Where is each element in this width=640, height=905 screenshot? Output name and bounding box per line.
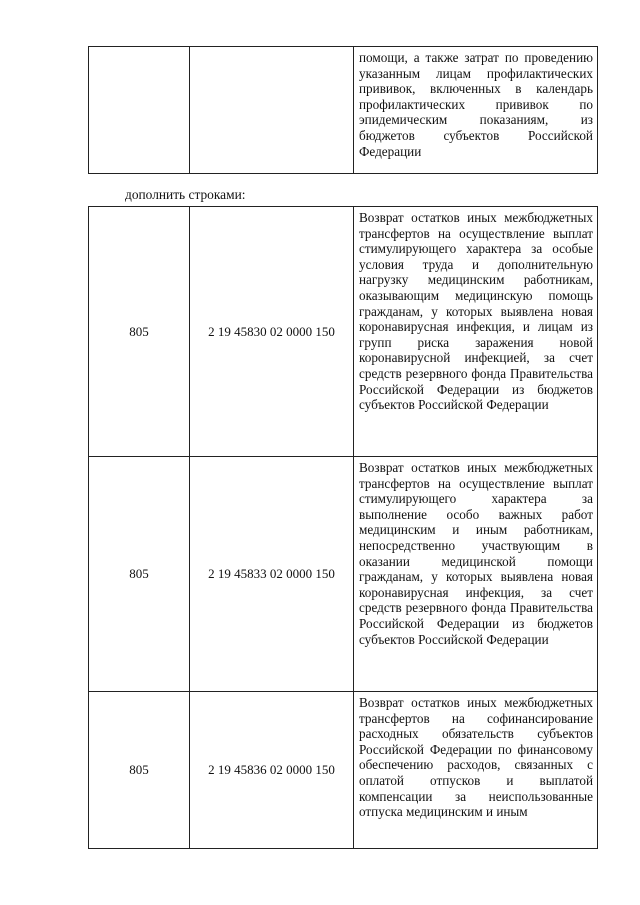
row-number-cell: 805 — [89, 207, 190, 457]
table-row — [89, 457, 598, 692]
row-number-cell — [89, 47, 190, 174]
description-text: помощи, а также затрат по проведению указанным лицам профилактических прививок, включенных в календарь профилактических прививок по эпидемическим показаниям, из бюджетов субъектов Российской Федерации — [359, 50, 593, 159]
row-number-cell: 805 — [89, 457, 190, 692]
table-row — [89, 207, 598, 457]
budget-code-cell — [190, 47, 354, 174]
added-rows-table — [88, 206, 598, 849]
description-cell — [354, 207, 598, 457]
budget-code-cell: 2 19 45836 02 0000 150 — [190, 692, 354, 849]
row-number-cell: 805 — [89, 692, 190, 849]
description-cell — [354, 692, 598, 849]
description-text: Возврат остатков иных межбюджетных трансфертов на осуществление выплат стимулирующего характера за особые условия труда и дополнительную нагрузку медицинским работникам, оказывающим медицинскую помощь гражданам, у которых выявлена новая коронавирусная инфекция, и лицам из групп риска заражения новой коронавирусной инфекцией, за счет средств резервного фонда Правительства Российской Федерации из бюджетов субъектов Российской Федерации — [359, 210, 593, 413]
description-text: Возврат остатков иных межбюджетных трансфертов на осуществление выплат стимулирующего характера за выполнение особо важных работ медицинским и иным работникам, непосредственно участвующим в оказании медицинской помощи гражданам, у которых выявлена новая коронавирусная инфекция, за счет средств резервного фонда Правительства Российской Федерации из бюджетов субъектов Российской Федерации — [359, 460, 593, 647]
budget-code-cell: 2 19 45830 02 0000 150 — [190, 207, 354, 457]
budget-code-cell: 2 19 45833 02 0000 150 — [190, 457, 354, 692]
description-cell — [354, 457, 598, 692]
description-cell — [354, 47, 598, 174]
continuation-table — [88, 46, 598, 174]
description-text: Возврат остатков иных межбюджетных трансфертов на софинансирование расходных обязательств субъектов Российской Федерации по финансовому обеспечению расходов, связанных с оплатой отпусков и выплатой компенсации за неиспользованные отпуска медицинским и иным — [359, 695, 593, 820]
table-row — [89, 47, 598, 174]
table-row — [89, 692, 598, 849]
add-rows-label: дополнить строками: — [125, 187, 246, 202]
